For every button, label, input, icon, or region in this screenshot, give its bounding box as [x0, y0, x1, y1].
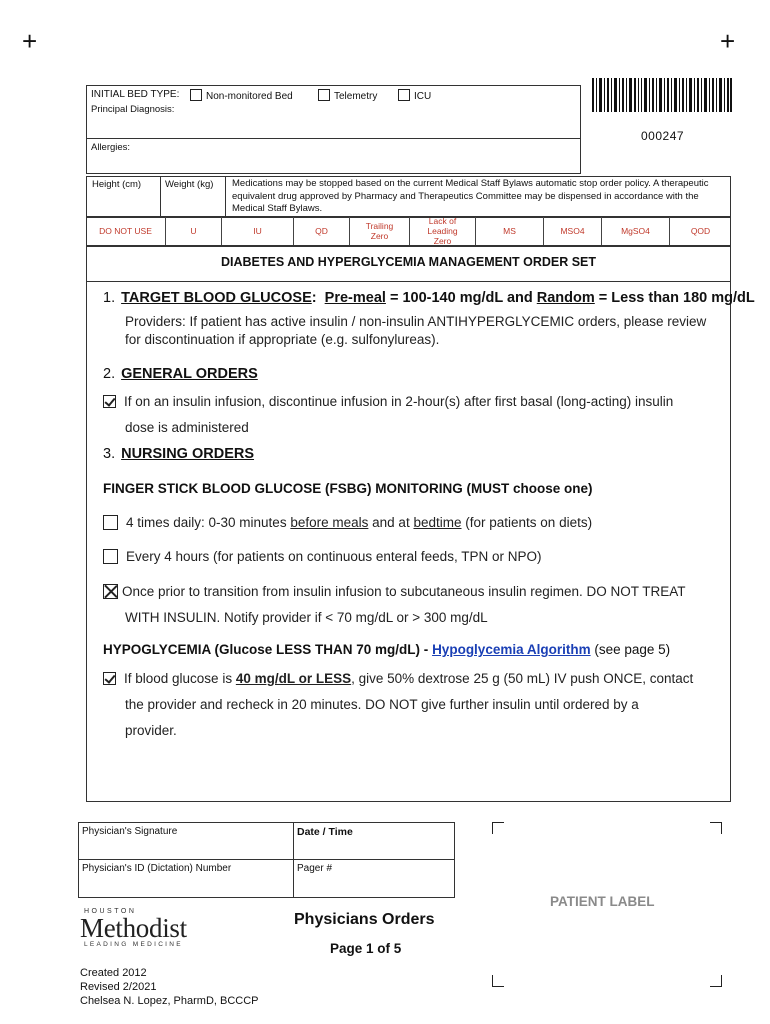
- fsbg-title: FINGER STICK BLOOD GLUCOSE (FSBG) MONITORING (MUST choose one): [103, 481, 593, 496]
- logo-name: Methodist: [80, 913, 187, 943]
- patient-label-placeholder: PATIENT LABEL: [550, 894, 655, 909]
- option-text: 4 times daily: 0-30 minutes: [126, 515, 287, 530]
- bed-option-label: ICU: [414, 91, 432, 102]
- bed-option-non-monitored[interactable]: [190, 89, 293, 102]
- option-text: (for patients on diets): [465, 515, 593, 530]
- section-3-heading: [103, 446, 254, 462]
- fsbg-option-2-checkbox[interactable]: [103, 549, 118, 564]
- hypoglycemia-title: HYPOGLYCEMIA (Glucose LESS THAN 70 mg/dL) -: [103, 642, 429, 657]
- allergies-box: [86, 138, 581, 174]
- hypoglycemia-order-cont: the provider and recheck in 20 minutes. DO NOT give further insulin until ordered by a: [125, 697, 639, 712]
- section-title: GENERAL ORDERS: [121, 366, 258, 382]
- divider: [86, 281, 731, 282]
- checkbox-icu[interactable]: [398, 89, 410, 101]
- section-colon: :: [311, 290, 317, 306]
- pager-field[interactable]: Pager #: [297, 863, 333, 874]
- section-number: 1.: [103, 290, 116, 306]
- allergies-label: Allergies:: [91, 142, 131, 153]
- medications-notice: Medications may be stopped based on the current Medical Staff Bylaws automatic stop order policy. A therapeutic equivalent drug approved by Pharmacy and Therapeutics Committee may be dispensed in accordance with the Medical Staff Bylaws.: [232, 178, 709, 214]
- registration-mark-right: +: [720, 26, 736, 56]
- see-page-note: (see page 5): [594, 642, 671, 657]
- label-corner-bl: [492, 975, 504, 987]
- author: Chelsea N. Lopez, PharmD, BCCCP: [80, 995, 259, 1007]
- fsbg-option-3[interactable]: [103, 579, 686, 605]
- hypoglycemia-algorithm-link[interactable]: Hypoglycemia Algorithm: [432, 642, 591, 657]
- section-title: NURSING ORDERS: [121, 446, 255, 462]
- general-order-item[interactable]: [103, 389, 673, 415]
- bed-option-telemetry[interactable]: [318, 89, 377, 102]
- logo-top-text: HOUSTON: [84, 908, 137, 915]
- registration-mark-left: +: [22, 26, 38, 56]
- principal-diagnosis-label: Principal Diagnosis:: [91, 104, 175, 115]
- methodist-logo: [80, 908, 220, 948]
- revised-date: Revised 2/2021: [80, 981, 157, 993]
- label-corner-tr: [710, 822, 722, 834]
- section-1-heading: [103, 288, 755, 308]
- hypoglycemia-order[interactable]: [103, 666, 693, 692]
- physician-id-field[interactable]: Physician's ID (Dictation) Number: [82, 863, 232, 874]
- premeal-label: Pre-meal: [324, 290, 386, 306]
- page-number: Page 1 of 5: [330, 941, 402, 956]
- section-number: 3.: [103, 446, 116, 462]
- dnu-item: Trailing Zero: [350, 217, 410, 245]
- bed-option-label: Telemetry: [334, 91, 378, 102]
- dnu-header: DO NOT USE: [86, 217, 166, 245]
- height-label: Height (cm): [92, 179, 142, 190]
- option-text: Once prior to transition from insulin infusion to subcutaneous insulin regimen. DO NOT TREAT: [122, 584, 686, 599]
- order-text: If blood glucose is: [124, 671, 233, 686]
- bed-option-label: Non-monitored Bed: [206, 91, 293, 102]
- initial-bed-type-label: INITIAL BED TYPE:: [91, 89, 180, 100]
- option-text: bedtime: [413, 515, 462, 530]
- dnu-item: IU: [222, 217, 294, 245]
- fsbg-option-1-checkbox[interactable]: [103, 515, 118, 530]
- logo-bottom-text: LEADING MEDICINE: [84, 941, 183, 948]
- hypoglycemia-checkbox[interactable]: [103, 672, 116, 685]
- dnu-item: QOD: [690, 226, 711, 236]
- form-number: 000247: [641, 129, 685, 143]
- barcode: [592, 78, 732, 112]
- dnu-item: QD: [294, 217, 350, 245]
- divider: [293, 822, 294, 898]
- section-number: 2.: [103, 366, 116, 382]
- bed-option-icu[interactable]: [398, 89, 431, 102]
- fsbg-option-1[interactable]: [103, 510, 592, 536]
- dnu-item: Lack of Leading Zero: [410, 217, 476, 245]
- random-label: Random: [536, 290, 595, 306]
- random-value: = Less than 180 mg/dL: [598, 290, 755, 306]
- date-time-field[interactable]: Date / Time: [297, 826, 353, 838]
- checkbox-non-monitored[interactable]: [190, 89, 202, 101]
- section-title: TARGET BLOOD GLUCOSE: [121, 290, 312, 306]
- divider: [78, 859, 455, 860]
- dnu-item: MS: [476, 217, 544, 245]
- label-corner-br: [710, 975, 722, 987]
- fsbg-option-3-cont: WITH INSULIN. Notify provider if < 70 mg/dL or > 300 mg/dL: [125, 610, 488, 625]
- option-text: before meals: [290, 515, 369, 530]
- checkbox-telemetry[interactable]: [318, 89, 330, 101]
- premeal-value: = 100-140 mg/dL and: [389, 290, 533, 306]
- divider: [225, 176, 226, 217]
- label-corner-tl: [492, 822, 504, 834]
- providers-note: Providers: If patient has active insulin / non-insulin ANTIHYPERGLYCEMIC orders, please review for discontinuation if appropriate (e.g. sulfonylureas).: [125, 314, 707, 347]
- hypoglycemia-order-cont: provider.: [125, 723, 177, 738]
- dnu-item: MSO4: [544, 217, 602, 245]
- dnu-item: U: [166, 217, 222, 245]
- physician-signature-field[interactable]: Physician's Signature: [82, 826, 178, 837]
- fsbg-option-3-checkbox[interactable]: [103, 584, 118, 599]
- option-text: and at: [372, 515, 410, 530]
- weight-label: Weight (kg): [165, 179, 214, 190]
- divider: [160, 176, 161, 217]
- created-date: Created 2012: [80, 967, 147, 979]
- order-text: , give 50% dextrose 25 g (50 mL) IV push ONCE, contact: [351, 671, 694, 686]
- option-text: Every 4 hours (for patients on continuous enteral feeds, TPN or NPO): [126, 549, 542, 564]
- section-2-heading: [103, 366, 258, 382]
- general-order-checkbox[interactable]: [103, 395, 116, 408]
- hypoglycemia-heading: [103, 642, 670, 657]
- order-set-title: DIABETES AND HYPERGLYCEMIA MANAGEMENT ORDER SET: [220, 255, 597, 269]
- general-order-text: If on an insulin infusion, discontinue infusion in 2-hour(s) after first basal (long-acting) insulin: [124, 394, 674, 409]
- footer-credits: [80, 966, 259, 1008]
- general-order-text-cont: dose is administered: [125, 420, 249, 435]
- fsbg-option-2[interactable]: [103, 544, 541, 570]
- order-threshold: 40 mg/dL or LESS: [235, 671, 352, 686]
- dnu-item: MgSO4: [602, 217, 670, 245]
- form-title: Physicians Orders: [294, 911, 435, 928]
